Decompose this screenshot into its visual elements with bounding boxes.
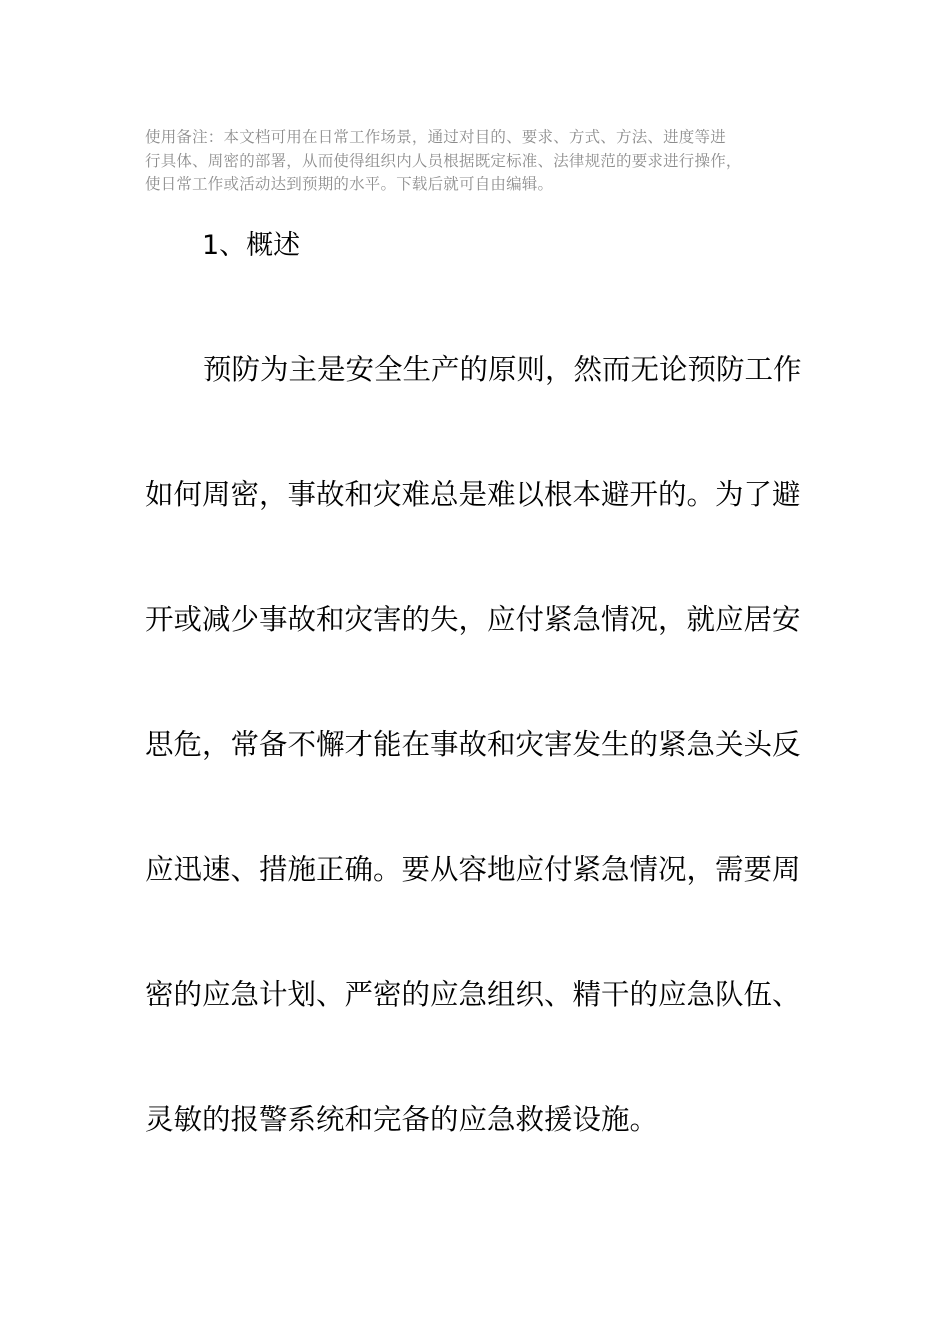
body-paragraph bbox=[145, 345, 825, 1220]
paragraph-line: 如何周密，事故和灾难总是难以根本避开的。为了避 bbox=[145, 478, 801, 511]
usage-note-line: 使日常工作或活动达到预期的水平。下载后就可自由编辑。 bbox=[145, 175, 554, 193]
usage-note-line: 行具体、周密的部署，从而使得组织内人员根据既定标准、法律规范的要求进行操作， bbox=[145, 151, 742, 170]
paragraph-line: 开或减少事故和灾害的失，应付紧急情况，就应居安 bbox=[145, 603, 801, 636]
usage-note bbox=[145, 126, 820, 197]
paragraph-line: 密的应急计划、严密的应急组织、精干的应急队伍、 bbox=[145, 978, 801, 1011]
paragraph-line: 灵敏的报警系统和完备的应急救援设施。 bbox=[145, 1103, 659, 1136]
paragraph-line: 预防为主是安全生产的原则，然而无论预防工作 bbox=[203, 353, 802, 386]
section-heading: 1、概述 bbox=[202, 230, 301, 261]
paragraph-line: 思危，常备不懈才能在事故和灾害发生的紧急关头反 bbox=[145, 728, 801, 761]
paragraph-line: 应迅速、措施正确。要从容地应付紧急情况，需要周 bbox=[145, 853, 801, 886]
usage-note-line: 使用备注：本文档可用在日常工作场景，通过对目的、要求、方式、方法、进度等进 bbox=[145, 128, 726, 146]
